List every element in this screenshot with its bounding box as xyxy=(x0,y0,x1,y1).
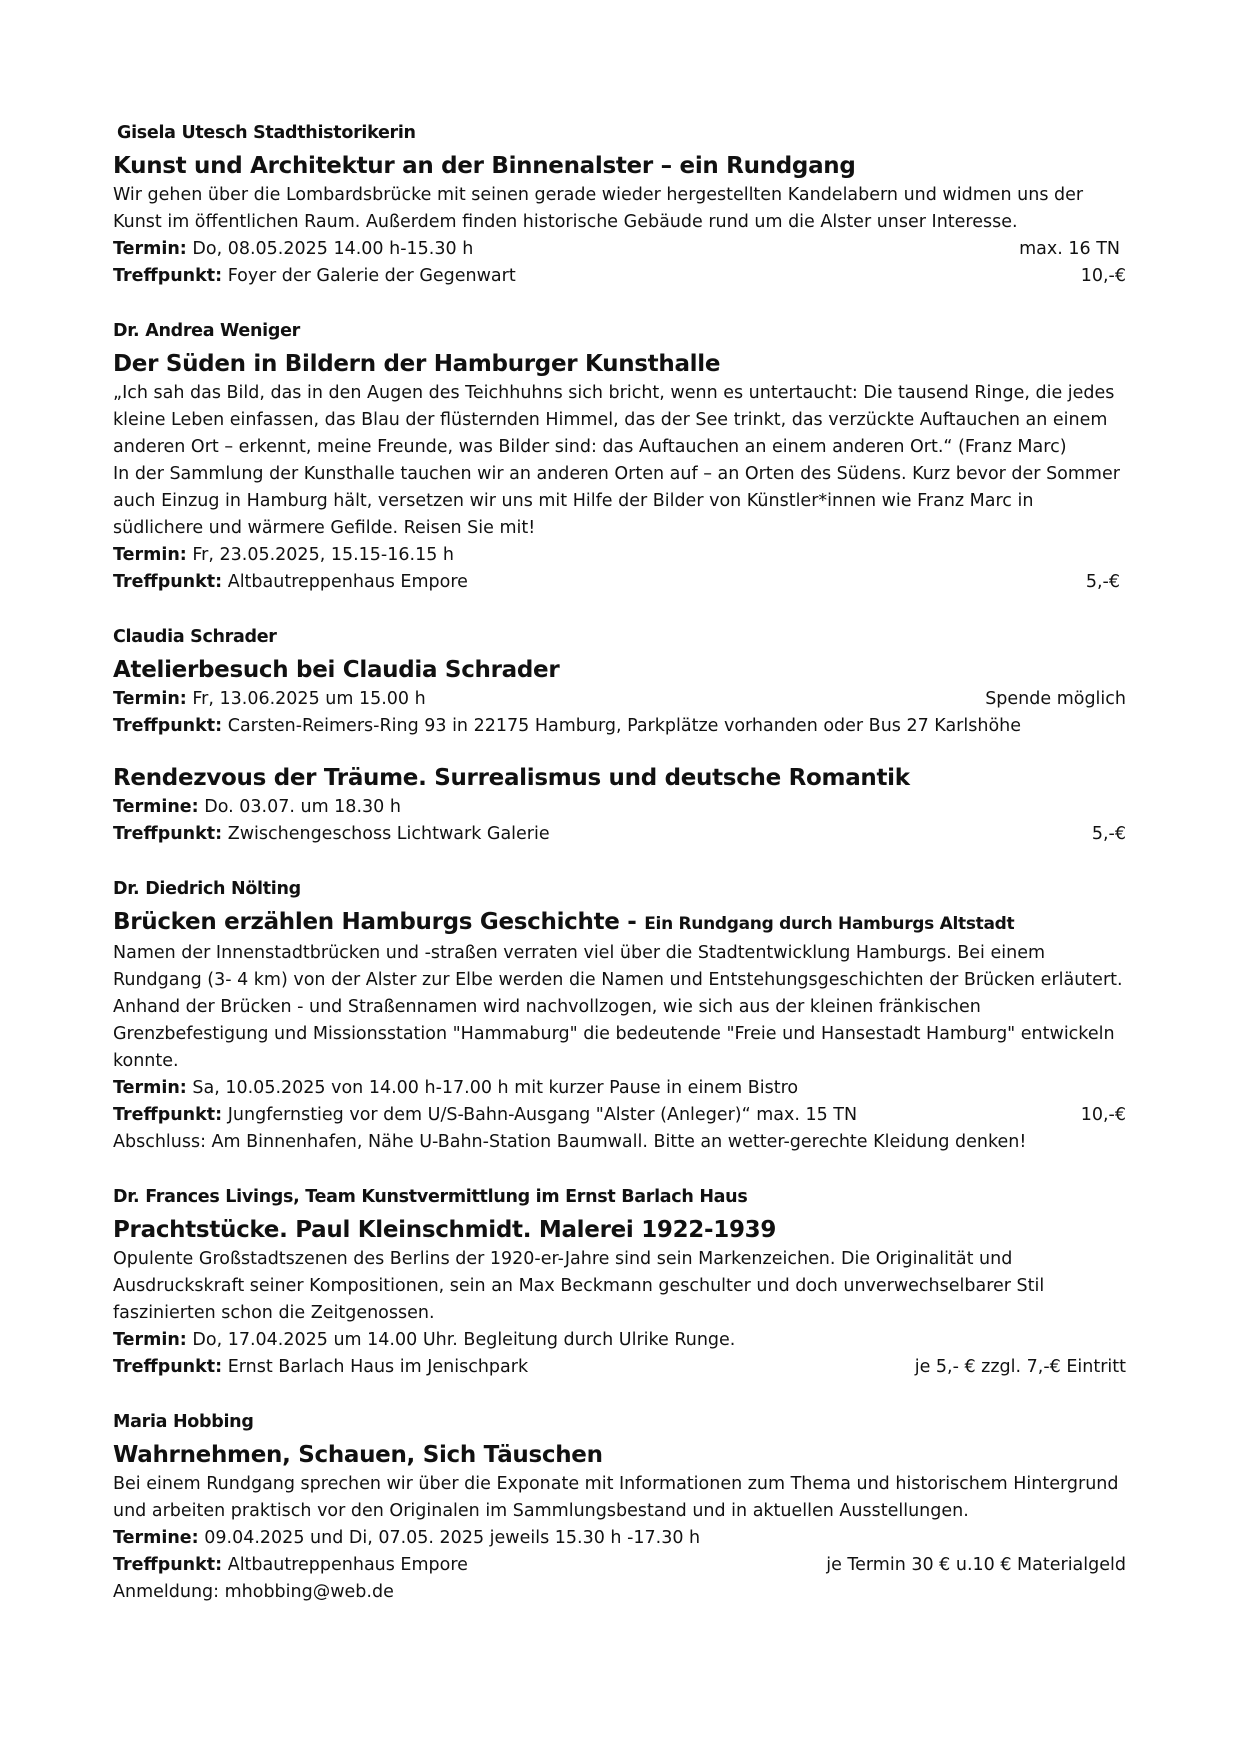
termin-row xyxy=(113,1075,1126,1102)
price: je 5,- € zzgl. 7,-€ Eintritt xyxy=(914,1357,1126,1377)
entry-description: Opulente Großstadtszenen des Berlins der 1920-er-Jahre sind sein Markenzeichen. Die Originalität und Ausdruckskraft seiner Kompositionen, sein an Max Beckmann geschulter und doch unverwechselbarer Stil faszinierten schon die Zeitgenossen. xyxy=(113,1249,1045,1323)
treffpunkt-row xyxy=(113,1354,1126,1381)
termin-value: Sa, 10.05.2025 von 14.00 h-17.00 h mit kurzer Pause in einem Bistro xyxy=(192,1078,799,1098)
program-entry xyxy=(113,762,1126,848)
termin-row xyxy=(113,686,1126,713)
entry-title: Wahrnehmen, Schauen, Sich Täuschen xyxy=(113,1442,603,1468)
entry-quote: „Ich sah das Bild, das in den Augen des Teichhuhns sich bricht, wenn es untertaucht: Die tausend Ringe, die jedes kleine Leben einfassen, das Blau der flüsternden Himmel, das der See trinkt, das verzückte Auftauchen an einem anderen Ort – erkennt, meine Freunde, was Bilder sind: das Auftauchen an einem anderen Ort.“ (Franz Marc) xyxy=(113,383,1115,457)
treffpunkt-value: Altbautreppenhaus Empore xyxy=(227,572,468,592)
termin-row xyxy=(113,1327,1126,1354)
entry-author: Dr. Frances Livings, Team Kunstvermittlung im Ernst Barlach Haus xyxy=(113,1187,748,1207)
treffpunkt-label: Treffpunkt: xyxy=(113,824,223,844)
treffpunkt-label: Treffpunkt: xyxy=(113,266,223,286)
entry-author: Gisela Utesch Stadthistorikerin xyxy=(117,123,416,143)
treffpunkt-row xyxy=(113,713,1126,740)
program-entry xyxy=(113,120,1126,290)
termin-row xyxy=(113,542,1126,569)
termin-value: Do, 17.04.2025 um 14.00 Uhr. Begleitung durch Ulrike Runge. xyxy=(192,1330,736,1350)
entry-description: Namen der Innenstadtbrücken und -straßen verraten viel über die Stadtentwicklung Hamburgs. Bei einem Rundgang (3- 4 km) von der Alster zur Elbe werden die Namen und Entstehungsgeschichten der Brücken erläutert. Anhand der Brücken - und Straßennamen wird nachvollzogen, wie sich aus der kleinen fränkischen Grenzbefestigung und Missionsstation "Hammaburg" die bedeutende "Freie und Hansestadt Hamburg" entwickeln konnte. xyxy=(113,943,1123,1071)
termin-value: Do, 08.05.2025 14.00 h-15.30 h xyxy=(192,239,474,259)
termin-label: Termin: xyxy=(113,545,187,565)
treffpunkt-label: Treffpunkt: xyxy=(113,1555,223,1575)
entry-extra-note: Abschluss: Am Binnenhafen, Nähe U-Bahn-Station Baumwall. Bitte an wetter-gerechte Kleidung denken! xyxy=(113,1132,1027,1152)
program-entry xyxy=(113,318,1126,596)
entry-title: Kunst und Architektur an der Binnenalster – ein Rundgang xyxy=(113,153,856,179)
program-entry xyxy=(113,1184,1126,1381)
termin-value: Fr, 23.05.2025, 15.15-16.15 h xyxy=(192,545,454,565)
termin-label: Termin: xyxy=(113,239,187,259)
treffpunkt-row xyxy=(113,1552,1126,1579)
termin-label: Termin: xyxy=(113,1330,187,1350)
entry-author: Maria Hobbing xyxy=(113,1412,254,1432)
price: 5,-€ xyxy=(1085,572,1120,592)
entry-title: Der Süden in Bildern der Hamburger Kunsthalle xyxy=(113,351,721,377)
termin-label: Termin: xyxy=(113,689,187,709)
treffpunkt-row xyxy=(113,569,1126,596)
treffpunkt-row xyxy=(113,1102,1126,1129)
entry-author: Dr. Diedrich Nölting xyxy=(113,879,301,899)
entry-description: In der Sammlung der Kunsthalle tauchen wir an anderen Orten auf – an Orten des Südens. Kurz bevor der Sommer auch Einzug in Hamburg hält, versetzen wir uns mit Hilfe der Bilder von Künstler*innen wie Franz Marc in südlichere und wärmere Gefilde. Reisen Sie mit! xyxy=(113,464,1120,538)
termin-value: 09.04.2025 und Di, 07.05. 2025 jeweils 15.30 h -17.30 h xyxy=(204,1528,701,1548)
treffpunkt-label: Treffpunkt: xyxy=(113,1105,223,1125)
termin-row xyxy=(113,236,1126,263)
entry-author: Claudia Schrader xyxy=(113,627,277,647)
price: 10,-€ xyxy=(1080,1105,1126,1125)
treffpunkt-value: Zwischengeschoss Lichtwark Galerie xyxy=(227,824,550,844)
program-entry xyxy=(113,1409,1126,1606)
treffpunkt-value: Carsten-Reimers-Ring 93 in 22175 Hamburg, Parkplätze vorhanden oder Bus 27 Karlshöhe xyxy=(227,716,1022,736)
treffpunkt-value: Ernst Barlach Haus im Jenischpark xyxy=(227,1357,529,1377)
treffpunkt-label: Treffpunkt: xyxy=(113,1357,223,1377)
entry-description: Bei einem Rundgang sprechen wir über die Exponate mit Informationen zum Thema und historischem Hintergrund und arbeiten praktisch vor den Originalen im Sammlungsbestand und in aktuellen Ausstellungen. xyxy=(113,1474,1119,1521)
price: 5,-€ xyxy=(1091,824,1126,844)
program-entry xyxy=(113,876,1126,1156)
treffpunkt-row xyxy=(113,263,1126,290)
entry-title xyxy=(113,906,1126,940)
termin-label: Termine: xyxy=(113,797,199,817)
termin-label: Termin: xyxy=(113,1078,187,1098)
treffpunkt-label: Treffpunkt: xyxy=(113,716,223,736)
program-entry xyxy=(113,624,1126,740)
entry-title: Atelierbesuch bei Claudia Schrader xyxy=(113,657,560,683)
entry-description: Wir gehen über die Lombardsbrücke mit seinen gerade wieder hergestellten Kandelabern und widmen uns der Kunst im öffentlichen Raum. Außerdem finden historische Gebäude rund um die Alster unser Interesse. xyxy=(113,185,1084,232)
termin-value: Do. 03.07. um 18.30 h xyxy=(204,797,401,817)
treffpunkt-value: Foyer der Galerie der Gegenwart xyxy=(227,266,516,286)
price: 10,-€ xyxy=(1080,266,1126,286)
termin-row xyxy=(113,794,1126,821)
entry-title-main: Brücken erzählen Hamburgs Geschichte - xyxy=(113,909,645,935)
entry-title-sub: Ein Rundgang durch Hamburgs Altstadt xyxy=(644,914,1015,934)
program-page xyxy=(113,120,1126,1634)
termin-label: Termine: xyxy=(113,1528,199,1548)
treffpunkt-row xyxy=(113,821,1126,848)
price: je Termin 30 € u.10 € Materialgeld xyxy=(826,1555,1126,1575)
treffpunkt-value: Altbautreppenhaus Empore xyxy=(227,1555,468,1575)
treffpunkt-label: Treffpunkt: xyxy=(113,572,223,592)
entry-title: Rendezvous der Träume. Surrealismus und deutsche Romantik xyxy=(113,765,910,791)
termin-value: Fr, 13.06.2025 um 15.00 h xyxy=(192,689,426,709)
treffpunkt-value: Jungfernstieg vor dem U/S-Bahn-Ausgang "Alster (Anleger)“ max. 15 TN xyxy=(227,1105,858,1125)
entry-title: Prachtstücke. Paul Kleinschmidt. Malerei 1922-1939 xyxy=(113,1217,777,1243)
entry-author: Dr. Andrea Weniger xyxy=(113,321,300,341)
price-note: Spende möglich xyxy=(985,689,1126,709)
participant-limit: max. 16 TN xyxy=(1019,239,1120,259)
registration-note[interactable]: Anmeldung: mhobbing@web.de xyxy=(113,1582,394,1602)
termin-row xyxy=(113,1525,1126,1552)
